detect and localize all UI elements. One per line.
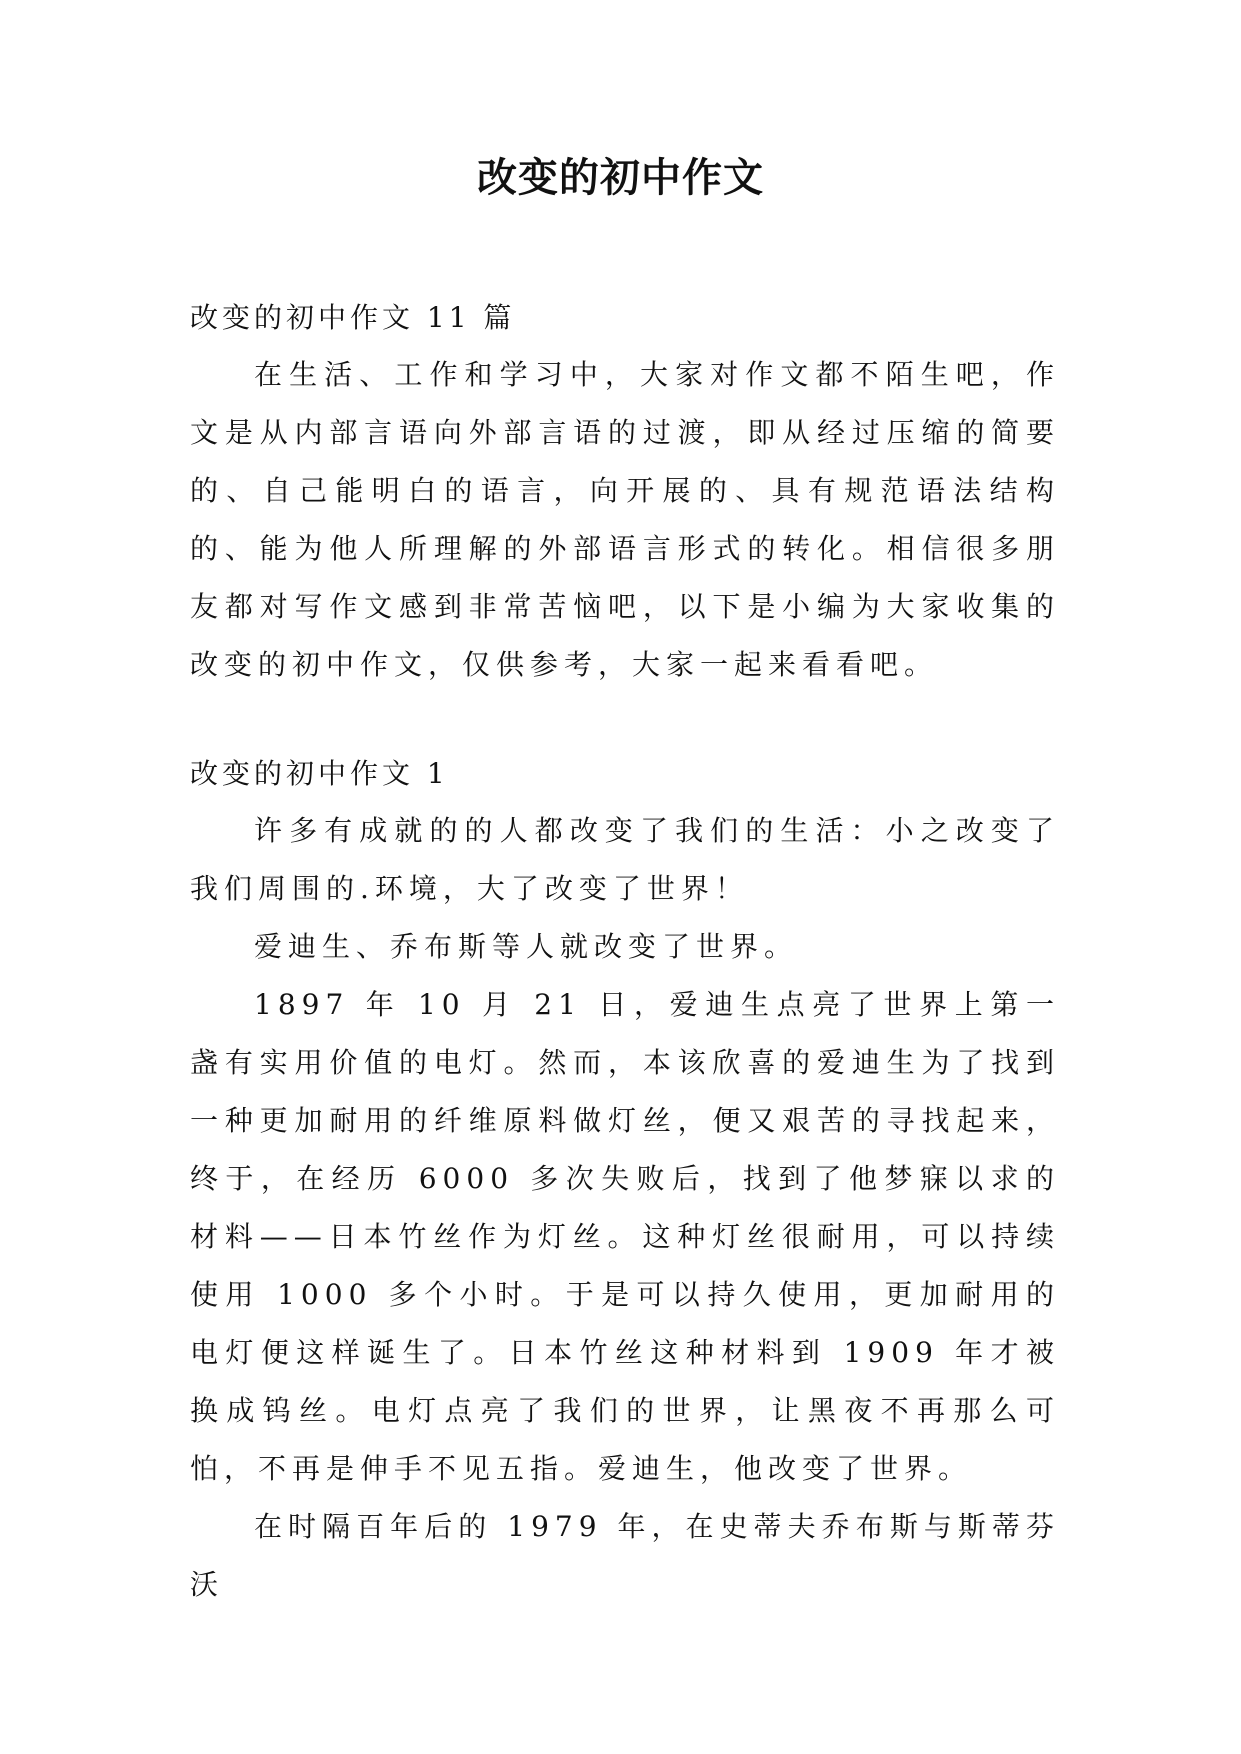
section1-paragraph-2: 爱迪生、乔布斯等人就改变了世界。 [254, 930, 799, 963]
section1-paragraph-4: 在时隔百年后的 1979 年，在史蒂夫乔布斯与斯蒂芬沃 [190, 1510, 1060, 1601]
section1-paragraph-1: 许多有成就的的人都改变了我们的生活：小之改变了我们周围的.环境，大了改变了世界！ [190, 814, 1060, 905]
intro-paragraph: 在生活、工作和学习中，大家对作文都不陌生吧，作文是从内部言语向外部言语的过渡，即从经过压缩的简要的、自己能明白的语言，向开展的、具有规范语法结构的、能为他人所理解的外部语言形式的转化。相信很多朋友都对写作文感到非常苦恼吧，以下是小编为大家收集的改变的初中作文，仅供参考，大家一起来看看吧。 [190, 358, 1060, 681]
intro-heading: 改变的初中作文 11 篇 [190, 301, 516, 334]
section1-heading: 改变的初中作文 1 [190, 757, 449, 790]
document-body [190, 290, 1060, 1614]
document-title: 改变的初中作文 [477, 154, 764, 201]
section1-paragraph-3: 1897 年 10 月 21 日，爱迪生点亮了世界上第一盏有实用价值的电灯。然而，本该欣喜的爱迪生为了找到一种更加耐用的纤维原料做灯丝，便又艰苦的寻找起来，终于，在经历 6000 多次失败后，找到了他梦寐以求的材料——日本竹丝作为灯丝。这种灯丝很耐用，可以持续使用 1000 多个小时。于是可以持久使用，更加耐用的电灯便这样诞生了。日本竹丝这种材料到 1909 年才被换成钨丝。电灯点亮了我们的世界，让黑夜不再那么可怕，不再是伸手不见五指。爱迪生，他改变了世界。 [190, 988, 1060, 1485]
section-spacer [190, 694, 1060, 746]
